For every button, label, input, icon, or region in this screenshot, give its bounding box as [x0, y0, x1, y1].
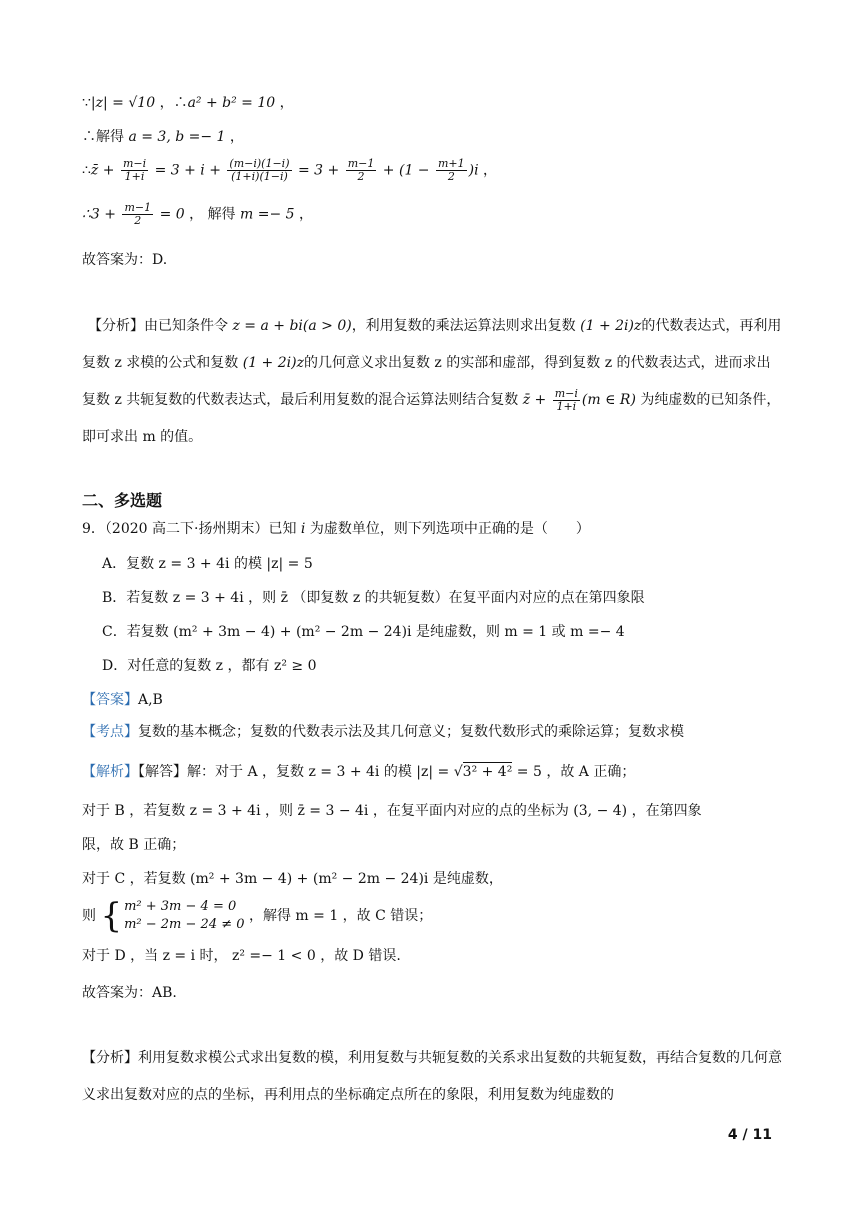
option-b: B．若复数 z = 3 + 4i ，则 z̄ （即复数 z 的共轭复数）在复平面内对应的点在第四象限 [102, 590, 645, 606]
analysis-text: 利用复数求模公式求出复数的模，利用复数与共轭复数的关系求出复数的共轭复数，再结合复数的几何意义求出复数对应的点的坐标，再利用点的坐标确定点所在的象限，利用复数为纯虚数的 [82, 1050, 782, 1103]
question-text: 为虚数单位，则下列选项中正确的是（ ） [309, 521, 590, 537]
page-number: 4 / 11 [727, 1127, 772, 1143]
sum-squares-equation: a² + b² = 10 [187, 95, 276, 111]
analysis-math: z̄ + [522, 392, 547, 408]
therefore-symbol: ∴ [173, 95, 188, 111]
fraction: $\frac{m-i}{1+i}$ [122, 157, 147, 183]
therefore-symbol: ∴ [82, 162, 91, 179]
fraction: $\frac{m-1}{2}$ [347, 157, 375, 183]
jiexi-text: ，解得 m = 1 ，故 C 错误； [248, 908, 433, 924]
fraction: $\frac{m-1}{2}$ [124, 201, 152, 227]
expression-part: = 3 + i + [154, 162, 221, 179]
answer-line-top: 故答案为：D. [82, 252, 168, 268]
fraction: $\frac{(m-i)(1-i)}{(1+i)(1-i)}$ [229, 157, 290, 183]
answer-line [82, 689, 163, 709]
solution-line-3: ∴z̄ + $\frac{m-i}{1+i}$ = 3 + i + $\frac{(m-i)(1-i)}{(1+i)(1-i)}$ = 3 + $\frac{m-1}{2}$ + (1 − $\frac{m+1}{2}$ )i ， [82, 157, 498, 183]
analysis-paragraph-1 [82, 308, 782, 456]
sqrt-content: 3² + 4² [462, 764, 513, 780]
jiexi-line-6: 对于 D ，当 z = i 时， z² =− 1 < 0 ，故 D 错误. [82, 948, 401, 964]
jiexi-line-3: 限，故 B 正确； [82, 837, 186, 853]
expression-part: )i [468, 162, 479, 179]
section-heading: 二、多选题 [82, 491, 163, 510]
question-stem [82, 518, 590, 538]
analysis-tag: 【分析】 [88, 318, 144, 334]
option-c: C．若复数 (m² + 3m − 4) + (m² − 2m − 24)i 是纯虚数，则 m = 1 或 m =− 4 [102, 624, 625, 640]
analysis-paragraph-2 [82, 1040, 782, 1114]
brace-symbol: { [100, 896, 123, 936]
analysis-text: ，利用复数的乘法运算法则求出复数 [351, 318, 576, 334]
jiexi-line-7: 故答案为：AB. [82, 985, 177, 1001]
solve-prefix: ∴解得 [82, 129, 124, 145]
jiexi-text: 【解答】解：对于 A ，复数 z = 3 + 4i 的模 |z| = [138, 764, 450, 780]
analysis-text: 由已知条件令 [144, 318, 228, 334]
expression-part: + (1 − [382, 162, 430, 179]
jiexi-line-1: 【解析】【解答】解：对于 A ，复数 z = 3 + 4i 的模 |z| = √3² + 4² = 5 ，故 A 正确； [82, 764, 636, 780]
solution-line-4: ∴3 + $\frac{m-1}{2}$ = 0 ， 解得 m =− 5 ， [82, 201, 314, 227]
ab-values: a = 3, b =− 1 [128, 129, 226, 145]
analysis-tag: 【分析】 [82, 1050, 138, 1066]
fraction: $\frac{m-i}{1+i}$ [554, 386, 578, 413]
conjugate-z: z̄ [90, 162, 99, 179]
analysis-math: z = a + bi(a > 0) [232, 318, 352, 334]
modulus-equation: |z| = √10 [90, 95, 156, 111]
question-math: i [300, 521, 306, 537]
analysis-math: (1 + 2i)z [242, 355, 304, 371]
jiexi-text: = 5 ，故 A 正确； [516, 764, 636, 780]
question-number: 9． [82, 521, 105, 537]
analysis-text: 的几何意义求出复数 z 的实部和虚部，得到复数 z 的代数表达式，进而求出复数 z 共轭复数的代数表达式，最后利用复数的混合运算法则结合复数 [82, 355, 771, 408]
equation-system: m² + 3m − 4 = 0 m² − 2m − 24 ≠ 0 [124, 899, 245, 932]
analysis-text: 的代数表达式，再利用复数 z 求模的公式和复数 [82, 318, 782, 371]
answer-tag: 【答案】 [82, 692, 138, 708]
kaodian-text: 复数的基本概念；复数的代数表示法及其几何意义；复数代数形式的乘除运算；复数求模 [138, 724, 684, 740]
jiexi-line-5 [82, 898, 432, 934]
analysis-text: 为纯虚数的已知条件，即可求出 m 的值。 [82, 392, 781, 445]
fraction: $\frac{m+1}{2}$ [437, 157, 465, 183]
jiexi-line-2: 对于 B ，若复数 z = 3 + 4i ，则 z̄ = 3 − 4i ，在复平面内对应的点的坐标为 (3, − 4) ，在第四象 [82, 803, 702, 819]
analysis-math: (m ∈ R) [581, 392, 636, 408]
question-text: 已知 [268, 521, 297, 537]
expression-part: ∴3 + [82, 206, 116, 223]
expression-part: = 3 + [297, 162, 340, 179]
kaodian-tag: 【考点】 [82, 724, 138, 740]
answer-value: A,B [138, 692, 163, 708]
solve-text: 解得 [207, 206, 236, 223]
analysis-math: (1 + 2i)z [580, 318, 642, 334]
jiexi-text: 则 [82, 908, 96, 924]
because-symbol: ∵ [82, 95, 91, 111]
kaodian-line [82, 721, 684, 741]
m-value: m =− 5 [240, 206, 295, 223]
jiexi-line-4: 对于 C ，若复数 (m² + 3m − 4) + (m² − 2m − 24)i 是纯虚数， [82, 871, 503, 887]
option-a: A．复数 z = 3 + 4i 的模 |z| = 5 [102, 556, 313, 572]
solution-line-2: ∴解得 a = 3, b =− 1 ， [82, 129, 244, 145]
question-source: （2020 高二下·扬州期末） [104, 521, 269, 537]
expression-part: = 0 [159, 206, 185, 223]
solution-line-1: ∵|z| = √10 ，∴a² + b² = 10 ， [82, 95, 294, 111]
jiexi-tag: 【解析】 [82, 764, 138, 780]
option-d: D．对任意的复数 z ，都有 z² ≥ 0 [102, 658, 317, 674]
